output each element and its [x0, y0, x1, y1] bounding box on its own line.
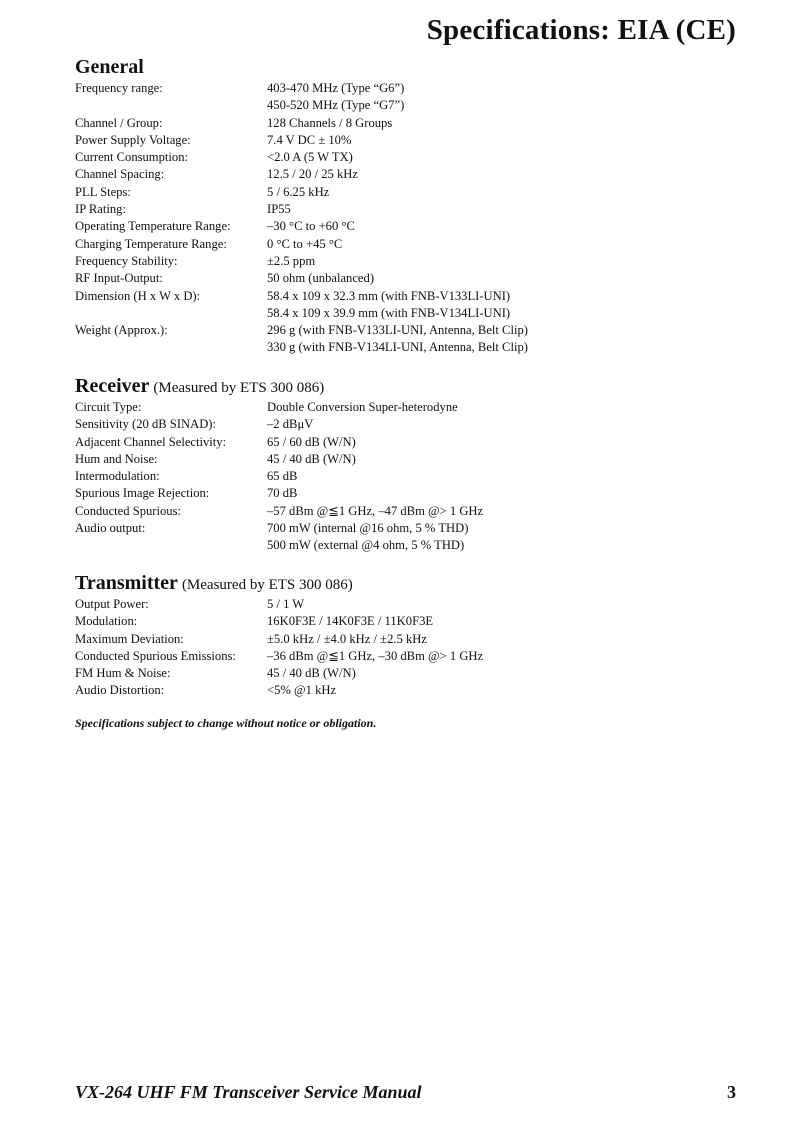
spec-value: ±5.0 kHz / ±4.0 kHz / ±2.5 kHz	[267, 631, 427, 646]
spec-row	[75, 613, 735, 630]
spec-values	[75, 682, 735, 699]
spec-value: 45 / 40 dB (W/N)	[267, 666, 356, 681]
footer-page-number: 3	[727, 1082, 736, 1102]
spec-value: 65 dB	[267, 469, 298, 484]
spec-value: 65 / 60 dB (W/N)	[267, 434, 356, 449]
spec-row	[75, 665, 735, 682]
section-title: Receiver	[75, 375, 150, 397]
section-receiver	[75, 374, 735, 555]
section-note: (Measured by ETS 300 086)	[181, 577, 353, 593]
spec-row	[75, 468, 735, 485]
spec-value: ±2.5 ppm	[267, 253, 316, 268]
spec-row	[75, 520, 735, 555]
spec-row	[75, 80, 735, 115]
spec-row	[75, 166, 735, 183]
spec-value: 16K0F3E / 14K0F3E / 11K0F3E	[267, 614, 434, 629]
spec-value: IP55	[267, 202, 291, 217]
spec-values	[75, 201, 735, 218]
spec-row	[75, 451, 735, 468]
spec-value: 5 / 6.25 kHz	[267, 184, 330, 199]
spec-value: 700 mW (internal @16 ohm, 5 % THD)	[267, 521, 469, 536]
spec-row	[75, 201, 735, 218]
spec-value: Double Conversion Super-heterodyne	[267, 400, 458, 414]
spec-row	[75, 253, 735, 270]
spec-value: 500 mW (external @4 ohm, 5 % THD)	[267, 538, 465, 553]
spec-row	[75, 236, 735, 253]
section-transmitter	[75, 571, 735, 700]
spec-label: Operating Temperature Range:	[75, 219, 231, 234]
spec-value: 330 g (with FNB-V134LI-UNI, Antenna, Belt Clip)	[267, 340, 528, 355]
spec-row	[75, 682, 735, 699]
spec-row	[75, 416, 735, 433]
spec-row	[75, 648, 735, 665]
spec-label: Frequency range:	[75, 81, 163, 95]
spec-values	[75, 115, 735, 132]
spec-row	[75, 434, 735, 451]
spec-label: Audio Distortion:	[75, 683, 165, 698]
spec-row	[75, 218, 735, 235]
spec-row	[75, 631, 735, 648]
spec-label: Audio output:	[75, 521, 146, 536]
spec-label: Power Supply Voltage:	[75, 132, 191, 147]
spec-row	[75, 288, 735, 323]
spec-row	[75, 485, 735, 502]
section-heading	[75, 55, 735, 80]
spec-label: Output Power:	[75, 597, 149, 611]
spec-label: Frequency Stability:	[75, 253, 178, 268]
spec-row	[75, 115, 735, 132]
spec-value: 70 dB	[267, 486, 298, 501]
spec-values	[75, 270, 735, 287]
disclaimer-text: Specifications subject to change without notice or obligation.	[75, 716, 377, 730]
spec-value: 50 ohm (unbalanced)	[267, 271, 375, 286]
spec-label: Hum and Noise:	[75, 451, 158, 466]
spec-value: 58.4 x 109 x 39.9 mm (with FNB-V134LI-UNI)	[267, 305, 511, 320]
spec-values	[75, 451, 735, 468]
spec-row	[75, 322, 735, 357]
spec-values	[75, 322, 735, 357]
spec-label: Adjacent Channel Selectivity:	[75, 434, 227, 449]
spec-value: 450-520 MHz (Type “G7”)	[267, 98, 405, 113]
spec-values	[75, 80, 735, 115]
spec-value: 58.4 x 109 x 32.3 mm (with FNB-V133LI-UNI)	[267, 288, 511, 303]
spec-label: FM Hum & Noise:	[75, 666, 171, 681]
spec-row	[75, 399, 735, 416]
spec-value: –36 dBm @≦1 GHz, –30 dBm @> 1 GHz	[267, 648, 484, 663]
spec-values	[75, 399, 735, 416]
spec-value: <5% @1 kHz	[267, 683, 337, 698]
spec-label: Maximum Deviation:	[75, 631, 184, 646]
spec-values	[75, 468, 735, 485]
spec-value: –57 dBm @≦1 GHz, –47 dBm @> 1 GHz	[267, 503, 484, 518]
spec-label: Charging Temperature Range:	[75, 236, 227, 251]
spec-value: –2 dBμV	[267, 417, 314, 432]
spec-row	[75, 184, 735, 201]
spec-values	[75, 613, 735, 630]
spec-label: Dimension (H x W x D):	[75, 288, 201, 303]
spec-values	[75, 184, 735, 201]
spec-label: Intermodulation:	[75, 469, 160, 484]
spec-value: 296 g (with FNB-V133LI-UNI, Antenna, Belt Clip)	[267, 323, 528, 338]
spec-row	[75, 132, 735, 149]
spec-value: <2.0 A (5 W TX)	[267, 150, 353, 165]
spec-values	[75, 166, 735, 183]
spec-row	[75, 596, 735, 613]
spec-value: 12.5 / 20 / 25 kHz	[267, 167, 358, 182]
spec-label: Weight (Approx.):	[75, 323, 168, 338]
section-general	[75, 55, 735, 357]
section-title: Transmitter	[75, 572, 178, 594]
spec-row	[75, 270, 735, 287]
page-title: Specifications: EIA (CE)	[426, 14, 736, 46]
spec-label: Modulation:	[75, 614, 138, 629]
spec-label: RF Input-Output:	[75, 271, 163, 286]
spec-label: Channel / Group:	[75, 115, 163, 130]
spec-value: 7.4 V DC ± 10%	[267, 132, 352, 147]
spec-label: Current Consumption:	[75, 150, 188, 165]
spec-label: Channel Spacing:	[75, 167, 165, 182]
spec-label: Conducted Spurious:	[75, 503, 181, 518]
footer-manual-title: VX-264 UHF FM Transceiver Service Manual	[75, 1082, 422, 1102]
spec-values	[75, 665, 735, 682]
spec-label: Sensitivity (20 dB SINAD):	[75, 417, 216, 432]
spec-value: –30 °C to +60 °C	[267, 219, 355, 234]
section-title: General	[75, 56, 144, 78]
spec-values	[75, 520, 735, 555]
spec-row	[75, 149, 735, 166]
section-heading	[75, 571, 735, 596]
spec-label: IP Rating:	[75, 202, 126, 217]
spec-value: 128 Channels / 8 Groups	[267, 115, 393, 130]
section-heading	[75, 374, 735, 399]
spec-value: 403-470 MHz (Type “G6”)	[267, 81, 405, 95]
spec-label: PLL Steps:	[75, 184, 131, 199]
spec-row	[75, 503, 735, 520]
section-note: (Measured by ETS 300 086)	[153, 380, 325, 396]
spec-label: Conducted Spurious Emissions:	[75, 648, 236, 663]
spec-label: Circuit Type:	[75, 400, 142, 414]
spec-label: Spurious Image Rejection:	[75, 486, 210, 501]
spec-value: 0 °C to +45 °C	[267, 236, 343, 251]
spec-value: 5 / 1 W	[267, 597, 305, 611]
spec-value: 45 / 40 dB (W/N)	[267, 451, 356, 466]
spec-values	[75, 596, 735, 613]
